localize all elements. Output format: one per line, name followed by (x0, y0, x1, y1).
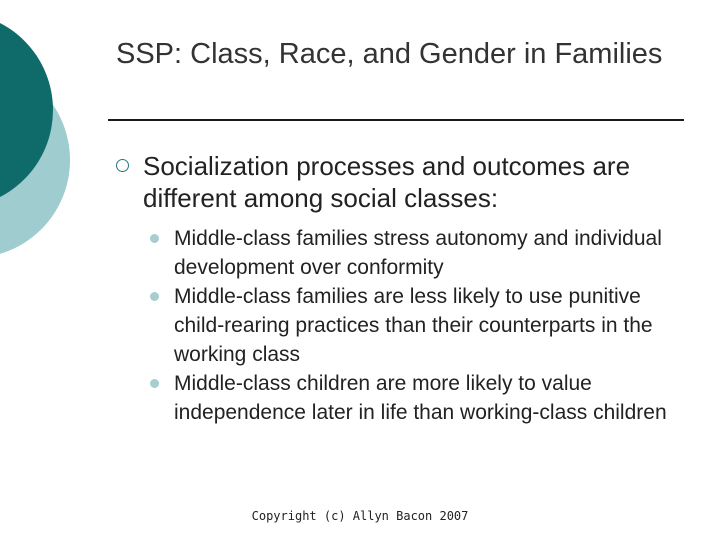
sub-bullet-item (174, 369, 674, 427)
slide-title: SSP: Class, Race, and Gender in Families (116, 38, 663, 70)
sub-bullet-text: Middle-class families are less likely to use punitive child-rearing practices than their counterparts in the working class (174, 285, 653, 366)
sub-bullet-list (174, 224, 674, 427)
main-bullet-text: Socialization processes and outcomes are different among social classes: (143, 151, 631, 213)
dot-bullet-icon (150, 379, 159, 388)
sub-bullet-text: Middle-class children are more likely to value independence later in life than working-class children (174, 372, 667, 424)
sub-bullet-item (174, 282, 674, 369)
copyright-footer: Copyright (c) Allyn Bacon 2007 (251, 509, 469, 523)
dot-bullet-icon (150, 292, 159, 301)
decorative-circles (0, 0, 110, 300)
dot-bullet-icon (150, 234, 159, 243)
sub-bullet-text: Middle-class families stress autonomy and individual development over conformity (174, 227, 662, 279)
hollow-circle-bullet-icon (116, 159, 129, 172)
title-divider (108, 119, 684, 121)
sub-bullet-item (174, 224, 674, 282)
